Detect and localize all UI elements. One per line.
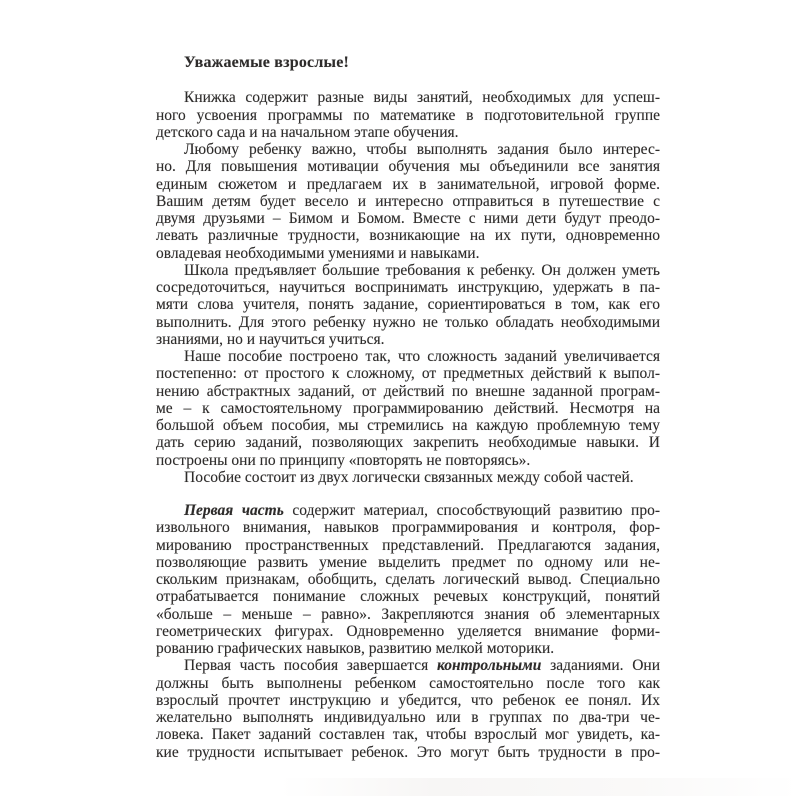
text-line: овладевая необходимыми умениями и навыками.	[156, 244, 480, 262]
text-line: Книжка содержит разные виды занятий, необходимых для успеш-	[184, 89, 660, 107]
text-line: Любому ребенку важно, чтобы выполнять задания было интерес-	[184, 141, 660, 158]
text-line: Вашим детям будет весело и интересно отправиться в путешествие с	[156, 192, 660, 210]
text-line: сосредоточиться, научиться воспринимать инструкцию, удержать в па-	[156, 279, 660, 296]
text-line: выполнить. Для этого ребенку нужно не только обладать необходимыми	[156, 313, 660, 331]
text-line: знаниями, но и научиться учиться.	[156, 330, 385, 348]
text-line: геометрических фигурах. Одновременно уделяется внимание форми-	[156, 622, 660, 640]
text-line: взрослый прочтет инструкцию и убедится, что ребенок ее понял. Их	[156, 691, 660, 709]
text-line: ного усвоения программы по математике в подготовительной группе	[156, 106, 660, 124]
text-line: позволяющие развить умение выделить предмет по одному или не-	[156, 553, 660, 571]
paragraph	[156, 141, 660, 262]
text-line: рованию графических навыков, развитию мелкой моторики.	[156, 640, 555, 657]
text-line: отрабатывается понимание сложных речевых конструкций, понятий	[156, 588, 660, 606]
text-line: но. Для повышения мотивации обучения мы объединили все занятия	[156, 158, 660, 176]
text-line: нению абстрактных заданий, от действий по внешне заданной програм-	[156, 382, 660, 400]
paragraph	[156, 262, 660, 348]
text-line: мированию пространственных представлений. Предлагаются задания,	[156, 536, 660, 554]
text-line: Первая часть содержит материал, способствующий развитию про-	[184, 502, 660, 519]
text-line: Наше пособие построено так, что сложность заданий увеличивается	[184, 348, 660, 365]
text-line: «больше – меньше – равно». Закрепляются знания об элементарных	[156, 605, 660, 623]
text-line: большой объем пособия, мы стремились на каждую проблемную тему	[156, 417, 660, 434]
paragraph	[156, 502, 660, 657]
text-line: Школа предъявляет большие требования к ребенку. Он должен уметь	[184, 261, 660, 279]
text-line: дать серию заданий, позволяющих закрепить необходимые навыки. И	[156, 434, 660, 452]
paragraph	[156, 348, 660, 469]
text-line: левать различные трудности, возникающие на их пути, одновременно	[156, 227, 660, 245]
text-line: ме – к самостоятельному программированию действий. Несмотря на	[156, 399, 660, 417]
paragraph	[156, 469, 660, 486]
text-block	[156, 54, 660, 761]
text-line: должны быть выполнены ребенком самостоятельно после того как	[156, 674, 660, 692]
text-line: двумя друзьями – Бимом и Бомом. Вместе с ними дети будут преодо-	[156, 210, 660, 227]
text-line: единым сюжетом и предлагаем их в занимательной, игровой форме.	[156, 175, 660, 193]
paragraph	[156, 657, 660, 761]
text-line: ловека. Пакет заданий составлен так, чтобы взрослый мог увидеть, ка-	[156, 726, 660, 744]
text-line: Первая часть пособия завершается контрольными заданиями. Они	[184, 657, 660, 675]
paragraph	[156, 89, 660, 141]
page-heading: Уважаемые взрослые!	[184, 54, 350, 71]
text-line: постепенно: от простого к сложному, от предметных действий к выпол-	[156, 365, 660, 383]
text-line: мяти слова учителя, понять задание, сориентироваться в том, как его	[156, 296, 660, 314]
text-line: желательно выполнять индивидуально или в группах по два-три че-	[156, 709, 660, 726]
text-line: скольким признакам, обобщить, сделать логический вывод. Специально	[156, 571, 660, 588]
text-line: извольного внимания, навыков программирования и контроля, фор-	[156, 519, 660, 537]
scan-artifact	[280, 778, 800, 796]
text-line: Пособие состоит из двух логически связанных между собой частей.	[184, 468, 634, 486]
text-line: кие трудности испытывает ребенок. Это могут быть трудности в про-	[156, 743, 660, 761]
text-line: построены они по принципу «повторять не повторяясь».	[156, 451, 531, 469]
text-line: детского сада и на начальном этапе обучения.	[156, 123, 459, 141]
